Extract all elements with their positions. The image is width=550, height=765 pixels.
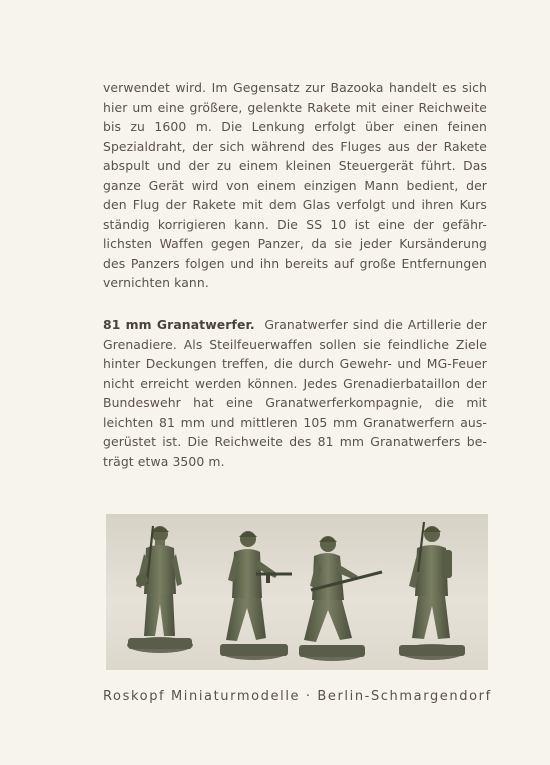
text-line: hier um eine größere, gelenkte Rakete mit einer Reichweite (103, 99, 487, 115)
toy-soldiers-photo (106, 514, 488, 670)
text-line: verwendet wird. Im Gegensatz zur Bazooka handelt es sich (103, 80, 487, 95)
paragraph-bazooka-rakete (103, 78, 487, 293)
text-line: hinter Deckungen treffen, die durch Gewehr- und MG-Feuer (103, 356, 487, 371)
text-line: Bundeswehr hat eine Granatwerferkompagnie, die mit (103, 395, 487, 410)
text-line: leichten 81 mm und mittleren 105 mm Granatwerfern aus- (103, 414, 487, 430)
text-line: gerüstet ist. Die Reichweite des 81 mm Granatwerfers be- (103, 434, 487, 449)
text-line: ganze Gerät wird von einem einzigen Mann bedient, der (103, 177, 487, 193)
text-line-with-heading (103, 315, 487, 335)
text-fragment: Granatwerfer sind die Artillerie der (264, 317, 487, 332)
text-line: Spezialdraht, der sich während des Fluges aus der Rakete (103, 138, 487, 154)
text-line: lichsten Waffen gegen Panzer, da sie jeder Kursänderung (103, 236, 487, 251)
text-line: Grenadiere. Als Steilfeuerwaffen sollen sie feindliche Ziele (103, 336, 487, 352)
paragraph-granatwerfer (103, 315, 487, 471)
section-heading: 81 mm Granatwerfer. (103, 317, 255, 332)
text-line: des Panzers folgen und ihn bereits auf große Entfernungen (103, 255, 487, 271)
toy-soldiers-illustration (106, 514, 488, 670)
text-line: abspult und der zu einem kleinen Steuergerät führt. Das (103, 158, 487, 173)
text-line: trägt etwa 3500 m. (103, 453, 225, 469)
text-line: bis zu 1600 m. Die Lenkung erfolgt über einen feinen (103, 119, 487, 134)
text-line: ständig korrigieren kann. Die SS 10 ist eine der gefähr- (103, 216, 487, 232)
publisher-caption: Roskopf Miniaturmodelle · Berlin-Schmargendorf (103, 689, 492, 704)
text-line: den Flug der Rakete mit dem Glas verfolgt und ihren Kurs (103, 197, 487, 212)
text-line: vernichten kann. (103, 275, 209, 290)
text-line: nicht erreicht werden können. Jedes Grenadierbataillon der (103, 375, 487, 391)
